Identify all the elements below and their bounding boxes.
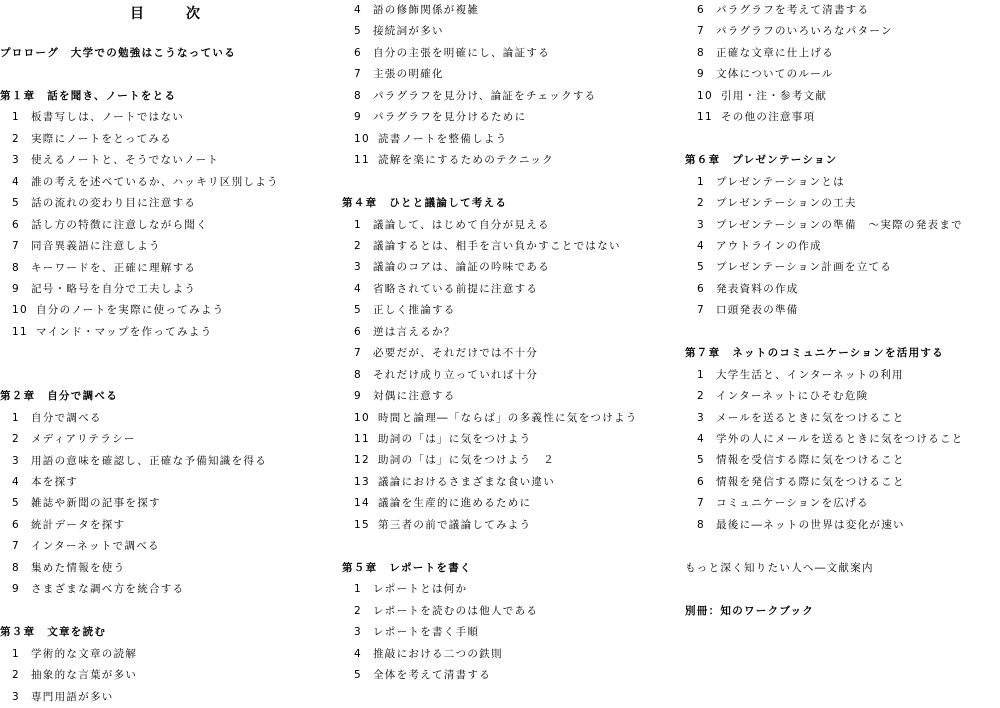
toc-item-number: 7	[12, 540, 20, 553]
toc-item	[342, 365, 538, 386]
toc-item-text: 口頭発表の準備	[716, 304, 799, 317]
chapter-heading: 別冊：知のワークブック	[685, 604, 815, 617]
toc-item	[342, 279, 538, 300]
toc-item-text: 誰の考えを述べているか、ハッキリ区別しよう	[31, 175, 279, 188]
toc-item	[342, 236, 621, 257]
toc-item	[342, 472, 555, 493]
toc-item-number: 9	[12, 282, 20, 295]
toc-item	[0, 300, 224, 321]
toc-item-text: それだけ成り立っていれば十分	[373, 368, 539, 381]
toc-item-text: 省略されている前提に注意する	[373, 282, 539, 295]
toc-item	[342, 644, 503, 665]
toc-item-number: 2	[12, 433, 20, 446]
toc-item-text: 文体についてのルール	[716, 68, 834, 81]
toc-item	[685, 215, 963, 236]
toc-item-number: 11	[12, 325, 28, 338]
toc-item-text: 全体を考えて清書する	[373, 668, 491, 681]
toc-item-text: 語の修飾関係が複雑	[373, 4, 480, 16]
toc-item-number: 5	[354, 668, 362, 681]
toc-item-number: 1	[697, 175, 705, 188]
toc-item	[342, 429, 531, 450]
toc-item	[342, 322, 456, 343]
toc-item-text: 用語の意味を確認し、正確な予備知識を得る	[31, 454, 267, 467]
toc-item-number: 4	[697, 433, 705, 445]
toc-item-text: 議論するとは、相手を言い負かすことではない	[373, 239, 621, 252]
toc-item-text: パラグラフのいろいろなパターン	[716, 25, 893, 38]
toc-item-text: マインド・マップを作ってみよう	[36, 325, 213, 338]
toc-item-number: 8	[697, 518, 705, 531]
toc-item-text: 推敲における二つの鉄則	[373, 647, 503, 660]
toc-item-text: 最後に―ネットの世界は変化が速い	[716, 518, 905, 531]
toc-item-number: 7	[697, 304, 705, 317]
toc-item	[0, 236, 161, 257]
toc-item-number: 6	[697, 475, 705, 488]
toc-item-text: メディアリテラシー	[31, 433, 136, 446]
toc-item-text: レポートを書く手順	[373, 626, 480, 639]
toc-item	[685, 236, 822, 257]
toc-item-number: 6	[12, 518, 20, 531]
toc-item	[342, 257, 550, 278]
toc-item	[0, 408, 102, 429]
toc-item	[0, 558, 125, 579]
toc-item	[0, 150, 219, 171]
toc-item-number: 7	[12, 240, 20, 253]
toc-item	[0, 258, 196, 279]
toc-item	[0, 515, 125, 536]
chapter-heading: 第２章 自分で調べる	[0, 390, 118, 403]
toc-item	[685, 429, 964, 450]
toc-item-text: 雑誌や新聞の記事を探す	[31, 497, 161, 510]
toc-item-number: 13	[354, 475, 370, 488]
toc-item-text: 統計データを探す	[31, 518, 126, 531]
chapter-heading: 第７章 ネットのコミュニケーションを活用する	[685, 347, 944, 360]
toc-item	[342, 515, 531, 536]
toc-item-text: パラグラフを見分け、論証をチェックする	[373, 89, 597, 102]
toc-item	[342, 408, 638, 429]
toc-item	[0, 665, 137, 686]
toc-item	[685, 0, 869, 21]
toc-item	[342, 64, 444, 85]
toc-item-number: 2	[354, 604, 362, 617]
toc-item-number: 5	[12, 197, 20, 210]
toc-item	[0, 322, 212, 343]
toc-item-text: 接続詞が多い	[373, 25, 444, 38]
toc-item-text: 議論を生産的に進めるために	[378, 497, 532, 510]
toc-item	[0, 107, 184, 128]
toc-item-text: 自分のノートを実際に使ってみよう	[36, 304, 225, 317]
toc-item	[685, 450, 905, 471]
chapter-heading: 第５章 レポートを書く	[342, 561, 472, 574]
toc-item-text: 主張の明確化	[373, 68, 444, 81]
toc-item	[342, 43, 550, 64]
toc-item	[685, 279, 799, 300]
toc-item-text: 読書ノートを整備しよう	[378, 132, 508, 145]
toc-item	[0, 429, 136, 450]
chapter-heading: プロローグ 大学での勉強はこうなっている	[0, 47, 236, 59]
toc-item-text: パラグラフを見分けるために	[373, 111, 527, 124]
toc-item	[685, 21, 893, 42]
toc-item-text: 大学生活と、インターネットの利用	[716, 368, 904, 381]
toc-item-number: 4	[354, 647, 362, 660]
toc-item-text: 助詞の「は」に気をつけよう	[378, 433, 532, 445]
toc-item-text: 議論して、はじめて自分が見える	[373, 218, 550, 231]
toc-item-text: 助詞の「は」に気をつけよう ２	[378, 454, 555, 467]
toc-item-number: 7	[354, 347, 362, 360]
toc-item	[0, 279, 196, 300]
toc-item-text: パラグラフを考えて清書する	[716, 4, 870, 16]
toc-item	[685, 300, 799, 321]
toc-item-number: 4	[12, 476, 20, 488]
toc-item-number: 5	[12, 497, 20, 510]
toc-item-number: 15	[354, 518, 370, 531]
toc-item	[0, 451, 267, 472]
toc-item	[342, 601, 538, 622]
toc-item	[685, 107, 815, 128]
chapter-heading: 第１章 話を聞き、ノートをとる	[0, 89, 177, 102]
toc-item-text: 自分の主張を明確にし、論証する	[373, 46, 550, 59]
chapter-heading: 第４章 ひとと議論して考える	[342, 197, 508, 210]
toc-item-text: 集めた情報を使う	[31, 561, 126, 574]
toc-item-number: 5	[354, 304, 362, 317]
toc-item-number: 3	[12, 154, 20, 167]
toc-item	[685, 515, 905, 536]
toc-item	[342, 386, 456, 407]
toc-item-text: 正確な文章に仕上げる	[716, 46, 834, 59]
toc-item-number: 4	[12, 175, 20, 188]
toc-item-text: キーワードを、正確に理解する	[31, 261, 197, 274]
toc-item-text: 正しく推論する	[373, 304, 456, 317]
toc-item	[0, 493, 161, 514]
toc-item-number: 7	[697, 497, 705, 510]
toc-item-number: 6	[697, 282, 705, 295]
toc-item-number: 2	[354, 239, 362, 252]
toc-item-text: プレゼンテーションの工夫	[716, 197, 857, 210]
toc-item-text: 学術的な文章の読解	[31, 647, 138, 660]
toc-item-text: 情報を受信する際に気をつけること	[716, 454, 905, 467]
toc-item-number: 3	[354, 626, 362, 639]
toc-item-number: 6	[12, 218, 20, 231]
toc-item-text: 学外の人にメールを送るときに気をつけること	[716, 433, 964, 445]
toc-item	[342, 21, 444, 42]
toc-item-number: 10	[12, 304, 28, 317]
toc-item-text: レポートとは何か	[373, 583, 468, 596]
toc-item-number: 3	[354, 261, 362, 274]
toc-item-text: 必要だが、それだけでは不十分	[373, 347, 539, 360]
toc-item	[342, 86, 596, 107]
toc-item-text: 議論におけるさまざまな食い違い	[378, 475, 555, 488]
toc-item-number: 4	[354, 4, 362, 16]
toc-item-number: 7	[697, 25, 705, 38]
toc-item-number: 1	[354, 583, 362, 596]
toc-item	[685, 172, 845, 193]
toc-item-number: 11	[354, 154, 370, 167]
toc-item-text: コミュニケーションを広げる	[716, 497, 869, 510]
toc-item-number: 2	[12, 132, 20, 145]
toc-item	[685, 64, 834, 85]
toc-item-number: 1	[697, 368, 705, 381]
toc-item-text: メールを送るときに気をつけること	[716, 411, 905, 424]
toc-item-number: 9	[697, 68, 705, 81]
toc-item-number: 2	[697, 197, 705, 210]
toc-item-number: 6	[354, 325, 362, 338]
toc-item-number: 3	[12, 454, 20, 467]
toc-item-text: プレゼンテーション計画を立てる	[716, 261, 893, 274]
toc-item-text: 対偶に注意する	[373, 390, 456, 403]
toc-item-number: 8	[12, 261, 20, 274]
toc-item	[0, 193, 196, 214]
toc-item-text: 記号・略号を自分で工夫しよう	[31, 282, 197, 295]
toc-item-number: 8	[12, 561, 20, 574]
toc-item	[342, 215, 550, 236]
chapter-heading: 第６章 プレゼンテーション	[685, 154, 838, 167]
toc-item-number: 10	[354, 411, 370, 424]
toc-item-text: 話し方の特徴に注意しながら聞く	[31, 218, 208, 231]
toc-item-number: 1	[12, 111, 20, 124]
toc-item-number: 7	[354, 68, 362, 81]
toc-item-text: 逆は言えるか？	[373, 325, 456, 338]
toc-item-text: 議論のコアは、論証の吟味である	[373, 261, 550, 274]
chapter-heading: 第３章 文章を読む	[0, 626, 107, 639]
toc-item	[685, 43, 834, 64]
toc-item-number: 3	[697, 411, 705, 424]
toc-item	[685, 365, 904, 386]
toc-item	[342, 343, 538, 364]
toc-item-text: 板書写しは、ノートではない	[31, 111, 185, 124]
toc-item-text: 使えるノートと、そうでないノート	[31, 154, 220, 167]
toc-item-text: 読解を楽にするためのテクニック	[378, 154, 554, 167]
toc-item	[685, 86, 827, 107]
toc-item-text: インターネットにひそむ危険	[716, 390, 869, 403]
toc-item	[0, 644, 137, 665]
toc-item-number: 8	[697, 46, 705, 59]
toc-item	[342, 300, 456, 321]
toc-item	[0, 172, 279, 193]
toc-item-text: アウトラインの作成	[716, 239, 822, 252]
toc-item-number: 11	[354, 433, 370, 445]
toc-item-text: その他の注意事項	[721, 111, 816, 124]
toc-item-number: 6	[697, 4, 705, 16]
toc-item-text: インターネットで調べる	[31, 540, 160, 553]
toc-item	[342, 150, 554, 171]
toc-item-text: 本を探す	[31, 476, 79, 488]
toc-item	[685, 257, 892, 278]
toc-item-number: 5	[697, 454, 705, 467]
toc-item	[342, 129, 507, 150]
toc-item	[0, 687, 114, 708]
toc-item-number: 1	[354, 218, 362, 231]
toc-item-number: 9	[354, 111, 362, 124]
toc-item	[342, 665, 491, 686]
toc-item-number: 5	[697, 261, 705, 274]
toc-item	[342, 579, 467, 600]
toc-item	[342, 107, 526, 128]
toc-item-number: 10	[354, 132, 370, 145]
toc-item-text: 話の流れの変わり目に注意する	[31, 197, 197, 210]
toc-item-number: 5	[354, 25, 362, 38]
toc-item-number: 2	[697, 390, 705, 403]
toc-item-number: 1	[12, 411, 20, 424]
toc-item-number: 8	[354, 368, 362, 381]
toc-item	[342, 493, 531, 514]
toc-item-text: 同音異義語に注意しよう	[31, 240, 161, 253]
toc-item	[685, 193, 857, 214]
toc-item-number: 3	[12, 690, 20, 703]
toc-item-text: 発表資料の作成	[716, 282, 799, 295]
toc-item-number: 11	[697, 111, 713, 124]
toc-item-number: 1	[12, 647, 20, 660]
toc-item	[685, 493, 869, 514]
toc-item-number: 9	[12, 583, 20, 596]
toc-item-text: プレゼンテーションとは	[716, 175, 845, 188]
toc-item	[0, 215, 208, 236]
toc-item-number: 9	[354, 390, 362, 403]
toc-item-number: 8	[354, 89, 362, 102]
toc-item	[685, 408, 905, 429]
toc-item	[342, 0, 479, 21]
toc-item-text: 時間と論理―「ならば」の多義性に気をつけよう	[378, 411, 638, 424]
toc-item-number: 6	[354, 46, 362, 59]
toc-item-text: 情報を発信する際に気をつけること	[716, 475, 905, 488]
toc-item	[342, 622, 479, 643]
toc-item-text: 引用・注・参考文献	[721, 89, 828, 102]
toc-item-text: 実際にノートをとってみる	[31, 132, 173, 145]
toc-item	[0, 579, 184, 600]
toc-item	[342, 450, 555, 471]
toc-item-number: 14	[354, 497, 370, 510]
toc-item-number: 4	[354, 282, 362, 295]
toc-item-number: 12	[354, 454, 370, 467]
toc-item-text: 第三者の前で議論してみよう	[378, 518, 532, 531]
toc-item	[0, 536, 160, 557]
toc-entry-plain: もっと深く知りたい人へ―文献案内	[685, 561, 874, 574]
toc-item	[685, 386, 868, 407]
toc-item-text: 自分で調べる	[31, 411, 102, 424]
toc-item-text: 専門用語が多い	[31, 690, 114, 703]
toc-item-number: 2	[12, 669, 20, 682]
toc-item-text: プレゼンテーションの準備 ～実際の発表まで	[716, 218, 963, 231]
toc-item-text: さまざまな調べ方を統合する	[31, 583, 185, 596]
toc-item	[0, 129, 172, 150]
toc-item-number: 3	[697, 218, 705, 231]
toc-item-number: 10	[697, 89, 713, 102]
toc-item	[685, 472, 905, 493]
page-title: 目 次	[130, 6, 214, 22]
toc-item	[0, 472, 78, 493]
toc-item-number: 4	[697, 239, 705, 252]
toc-item-text: 抽象的な言葉が多い	[31, 669, 138, 682]
toc-item-text: レポートを読むのは他人である	[373, 604, 539, 617]
